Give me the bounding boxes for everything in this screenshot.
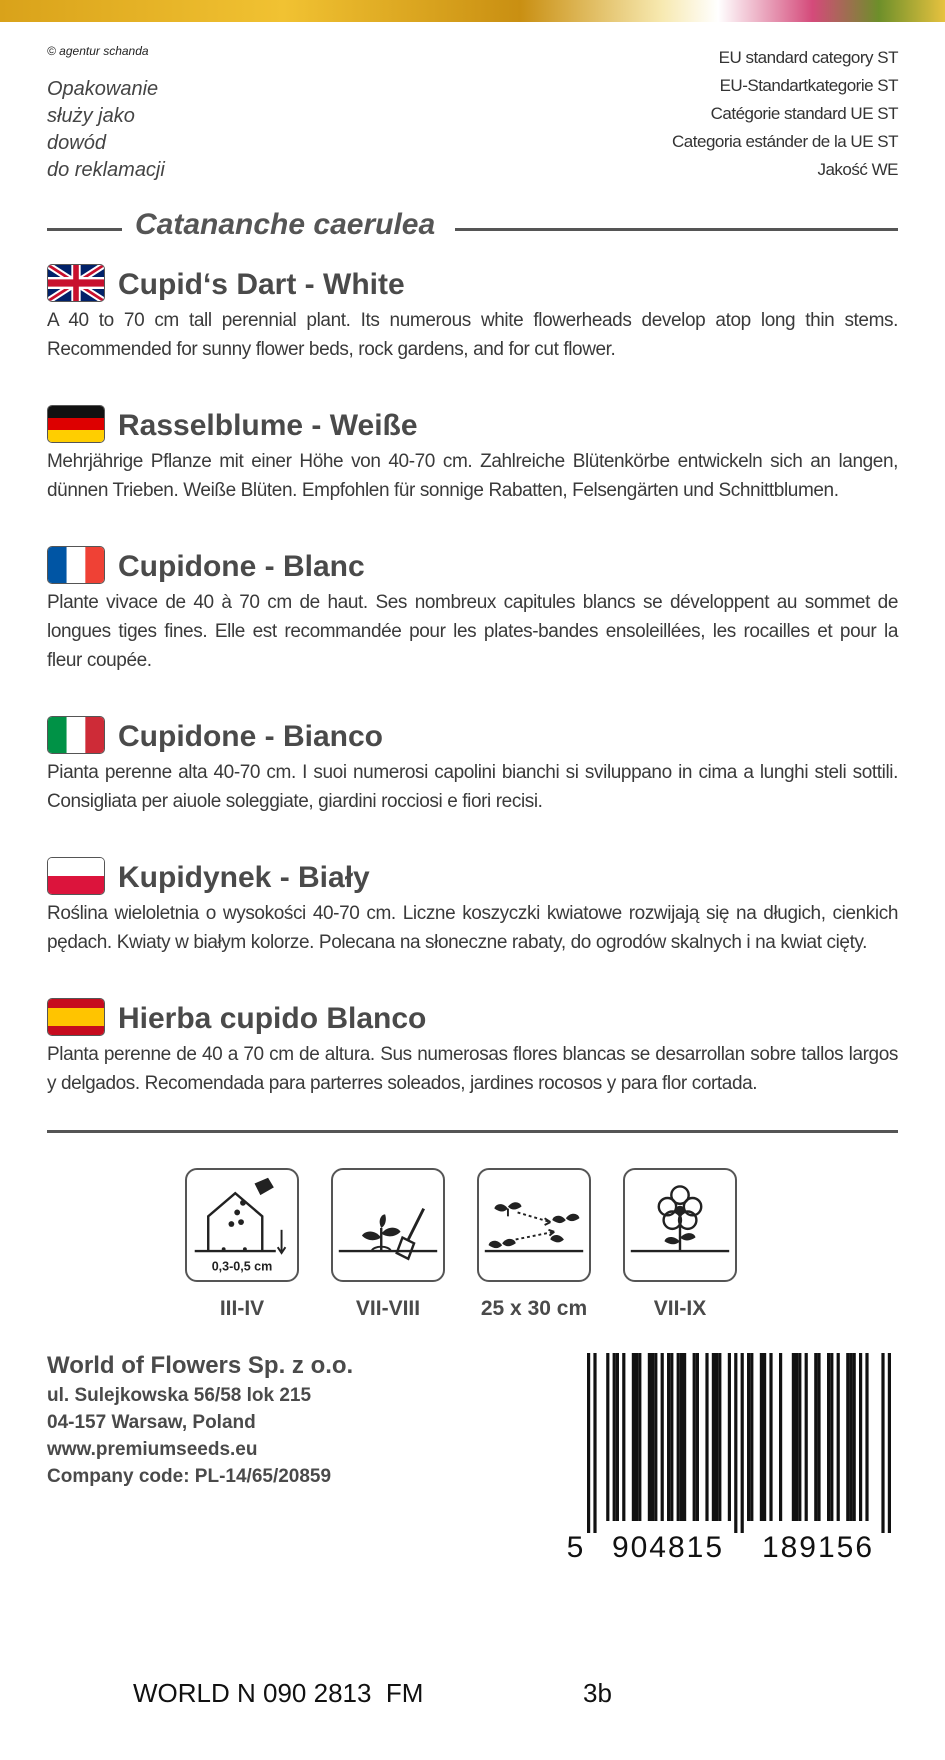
eu-standard-categories [672, 44, 898, 184]
barcode-bar [853, 1353, 856, 1521]
barcode-bars [587, 1353, 891, 1533]
plant-spacing-icon [477, 1168, 591, 1282]
complaint-line: do reklamacji [47, 159, 165, 181]
barcode-digit-first: 5 [566, 1531, 584, 1561]
common-name: Hierba cupido Blanco [118, 1002, 427, 1035]
polish-flag-icon [47, 857, 105, 895]
description: Planta perenne de 40 a 70 cm de altura. Sus numerosas flores blancas se desarrollan sobre tallos largos y delgados. Recomendada para parterres soleados, jardines rocosos y para flor cortada. [47, 1044, 898, 1094]
company-street: ul. Sulejkowska 56/58 lok 215 [47, 1385, 312, 1406]
description: A 40 to 70 cm tall perennial plant. Its numerous white flowerheads develop atop long thin stems. Recommended for sunny flower beds, rock gardens, and for cut flower. [47, 310, 898, 360]
barcode-bar [798, 1353, 801, 1521]
company-code: Company code: PL-14/65/20859 [47, 1466, 332, 1487]
barcode-bar [635, 1353, 638, 1521]
barcode-bar [792, 1353, 795, 1521]
barcode-bar [667, 1353, 670, 1521]
barcode-bar [648, 1353, 651, 1521]
complaint-line: dowód [47, 132, 106, 154]
barcode-bar [693, 1353, 696, 1521]
barcode-bar [795, 1353, 798, 1521]
latin-name-row [47, 206, 898, 246]
barcode-bar [846, 1353, 849, 1521]
flowering-period-label: VII-IX [653, 1297, 707, 1320]
barcode-bar [734, 1353, 737, 1533]
barcode-bar [638, 1353, 641, 1521]
description: Plante vivace de 40 à 70 cm de haut. Ses nombreux capitules blancs se développent au sommet de longues tiges fines. Elle est recommandée pour les plates-bandes ensoleillées, les rocailles et pour la fleur coupée. [47, 592, 898, 671]
divider-left [47, 228, 122, 231]
barcode-digits-left: 904815 [611, 1531, 725, 1561]
barcode-bar [677, 1353, 680, 1521]
common-name: Cupid‘s Dart - White [118, 268, 405, 301]
barcode-bar [830, 1353, 833, 1521]
eu-category-en: EU standard category ST [718, 48, 898, 67]
common-name: Kupidynek - Biały [118, 861, 370, 894]
barcode-bar [747, 1353, 750, 1521]
common-name: Rasselblume - Weiße [118, 409, 418, 442]
complaint-line: Opakowanie [47, 78, 159, 100]
barcode-bar [696, 1353, 699, 1521]
barcode-bar [817, 1353, 820, 1521]
copyright-note: © agentur schanda [47, 44, 149, 58]
barcode-bar [616, 1353, 619, 1521]
barcode-bar [888, 1353, 891, 1533]
common-name: Cupidone - Blanc [118, 550, 365, 583]
company-info [47, 1350, 353, 1490]
barcode-bar [606, 1353, 609, 1521]
barcode-bar [651, 1353, 654, 1521]
french-flag-icon [47, 546, 105, 584]
description: Pianta perenne alta 40-70 cm. I suoi numerosi capolini bianchi si sviluppano in cima a lunghi steli sottili. Consigliata per aiuole soleggiate, giardini rocciosi e fiori recisi. [47, 762, 898, 812]
spanish-flag-icon [47, 998, 105, 1036]
barcode-bar [849, 1353, 852, 1521]
flowering-icon [623, 1168, 737, 1282]
barcode-bar [750, 1353, 753, 1521]
planting-period-label: VII-VIII [355, 1297, 421, 1320]
description: Mehrjährige Pflanze mit einer Höhe von 40-70 cm. Zahlreiche Blütenkörbe entwickeln sich an langen, dünnen Trieben. Weiße Blüten. Empfohlen für sonnige Rabatten, Felsengärten und Schnittblumen. [47, 451, 898, 501]
company-website[interactable]: www.premiumseeds.eu [47, 1439, 258, 1460]
company-city: 04-157 Warsaw, Poland [47, 1412, 256, 1433]
barcode-bar [683, 1353, 686, 1521]
italian-flag-icon [47, 716, 105, 754]
barcode-bar [837, 1353, 840, 1521]
barcode-bar [859, 1353, 862, 1521]
latin-name: Catananche caerulea [135, 208, 436, 241]
barcode-bar [718, 1353, 721, 1521]
barcode-bar [613, 1353, 616, 1521]
barcode-digits-right: 189156 [761, 1531, 875, 1561]
complaint-line: służy jako [47, 105, 135, 127]
complaint-note [47, 76, 267, 184]
common-name: Cupidone - Bianco [118, 720, 383, 753]
barcode-bar [715, 1353, 718, 1521]
sowing-period-label: III-IV [219, 1297, 265, 1320]
eu-category-es: Categoria estánder de la UE ST [672, 132, 898, 151]
uk-flag-icon [47, 264, 105, 302]
company-name: World of Flowers Sp. z o.o. [47, 1352, 354, 1379]
barcode-bar [760, 1353, 763, 1521]
barcode-bar [805, 1353, 808, 1521]
print-code: WORLD N 090 2813 FM [133, 1678, 424, 1708]
sowing-indoors-icon [185, 1168, 299, 1282]
sowing-depth-label: 0,3-0,5 cm [211, 1259, 273, 1274]
divider-right [455, 228, 898, 231]
section-divider [47, 1130, 898, 1133]
barcode-bar [769, 1353, 772, 1521]
barcode-bar [712, 1353, 715, 1521]
barcode-bar [741, 1353, 744, 1533]
barcode-bar [814, 1353, 817, 1521]
barcode-bar [728, 1353, 731, 1521]
barcode-bar [827, 1353, 830, 1521]
description: Roślina wieloletnia o wysokości 40-70 cm. Liczne koszyczki kwiatowe rozwijają się na długich, cienkich pędach. Kwiaty w białym kolorze. Polecana na słoneczne rabaty, do ogrodów skalnych i na kwiat cięty. [47, 903, 898, 953]
print-version: 3b [583, 1678, 612, 1708]
barcode-bar [680, 1353, 683, 1521]
barcode-bar [705, 1353, 708, 1521]
barcode-bar [622, 1353, 625, 1521]
eu-category-fr: Catégorie standard UE ST [710, 104, 898, 123]
flower-photo-strip [0, 0, 945, 22]
barcode-bar [865, 1353, 868, 1521]
barcode-bar [661, 1353, 664, 1521]
spacing-label: 25 x 30 cm [480, 1297, 588, 1320]
barcode-bar [593, 1353, 596, 1533]
barcode-bar [632, 1353, 635, 1521]
barcode-bar [881, 1353, 884, 1533]
barcode-bar [779, 1353, 782, 1521]
planting-out-icon [331, 1168, 445, 1282]
german-flag-icon [47, 405, 105, 443]
barcode-bar [763, 1353, 766, 1521]
barcode-bar [670, 1353, 673, 1521]
barcode-bar [587, 1353, 590, 1533]
eu-category-de: EU-Standartkategorie ST [719, 76, 898, 95]
barcode-bar [654, 1353, 657, 1521]
eu-category-pl: Jakość WE [817, 160, 898, 179]
barcode-graphic [565, 1351, 898, 1561]
barcode [565, 1351, 898, 1561]
